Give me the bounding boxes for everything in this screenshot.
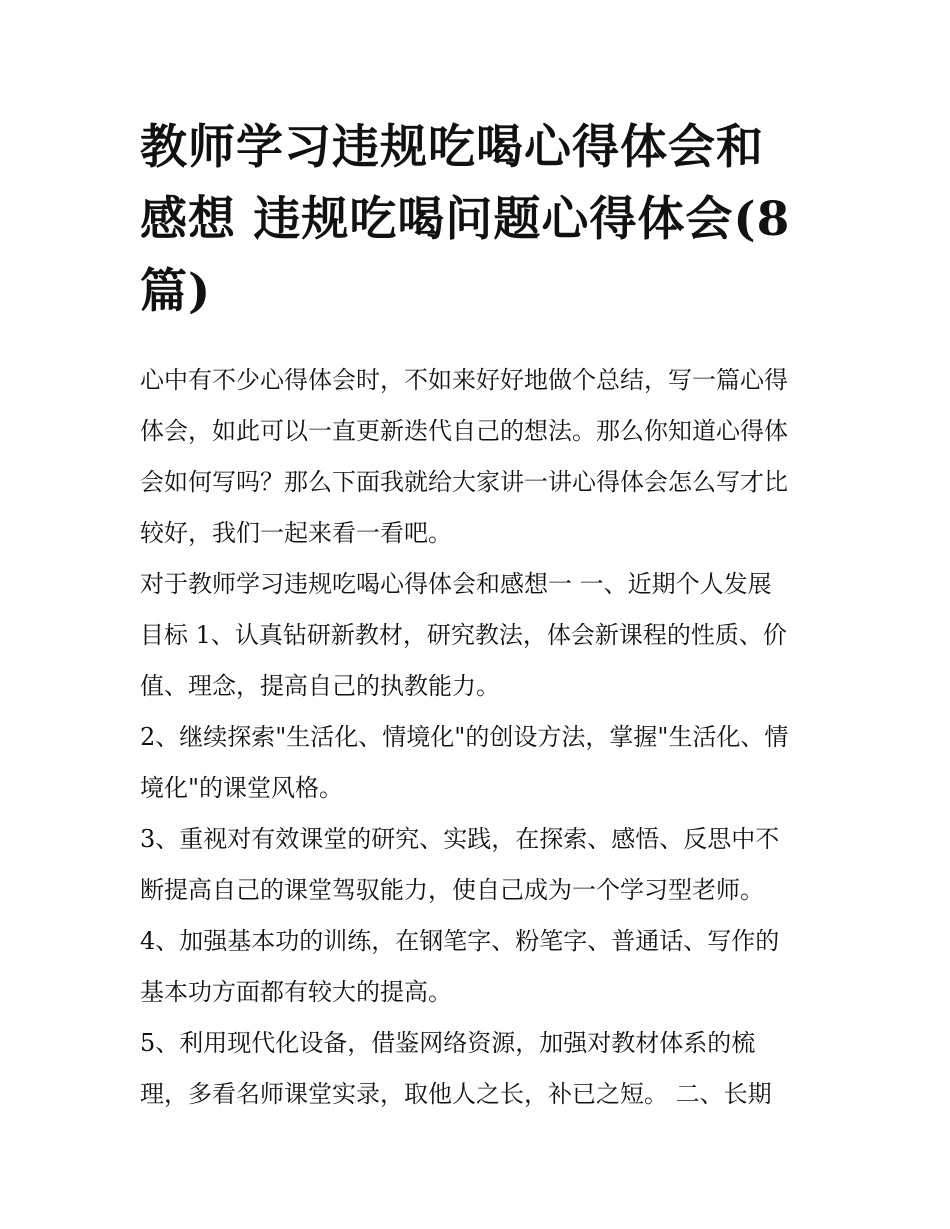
body-line: 断提高自己的课堂驾驭能力，使自己成为一个学习型老师。 [140, 876, 764, 904]
document-title [140, 112, 840, 328]
body-line: 境化"的课堂风格。 [140, 774, 344, 802]
title-line: 教师学习违规吃喝心得体会和 [140, 120, 764, 175]
body-line: 理，多看名师课堂实录，取他人之长，补已之短。 二、长期 [140, 1080, 772, 1108]
body-line: 5、利用现代化设备，借鉴网络资源，加强对教材体系的梳 [140, 1029, 756, 1057]
body-line: 对于教师学习违规吃喝心得体会和感想一 一、近期个人发展 [140, 570, 772, 598]
body-line: 会如何写吗？那么下面我就给大家讲一讲心得体会怎么写才比 [140, 468, 788, 496]
body-line: 体会，如此可以一直更新迭代自己的想法。那么你知道心得体 [140, 417, 788, 445]
title-line: 篇) [140, 264, 212, 319]
body-line: 值、理念，提高自己的执教能力。 [140, 672, 500, 700]
body-line: 较好，我们一起来看一看吧。 [140, 519, 452, 547]
body-line: 3、重视对有效课堂的研究、实践，在探索、感悟、反思中不 [140, 825, 780, 853]
title-line: 感想 违规吃喝问题心得体会(8 [140, 192, 791, 247]
body-line: 2、继续探索"生活化、情境化"的创设方法，掌握"生活化、情 [140, 723, 789, 751]
body-line: 基本功方面都有较大的提高。 [140, 978, 452, 1006]
document-body [140, 355, 830, 1120]
body-line: 4、加强基本功的训练，在钢笔字、粉笔字、普通话、写作的 [140, 927, 780, 955]
body-line: 目标 1、认真钻研新教材，研究教法，体会新课程的性质、价 [140, 621, 787, 649]
body-line: 心中有不少心得体会时，不如来好好地做个总结，写一篇心得 [140, 366, 788, 394]
